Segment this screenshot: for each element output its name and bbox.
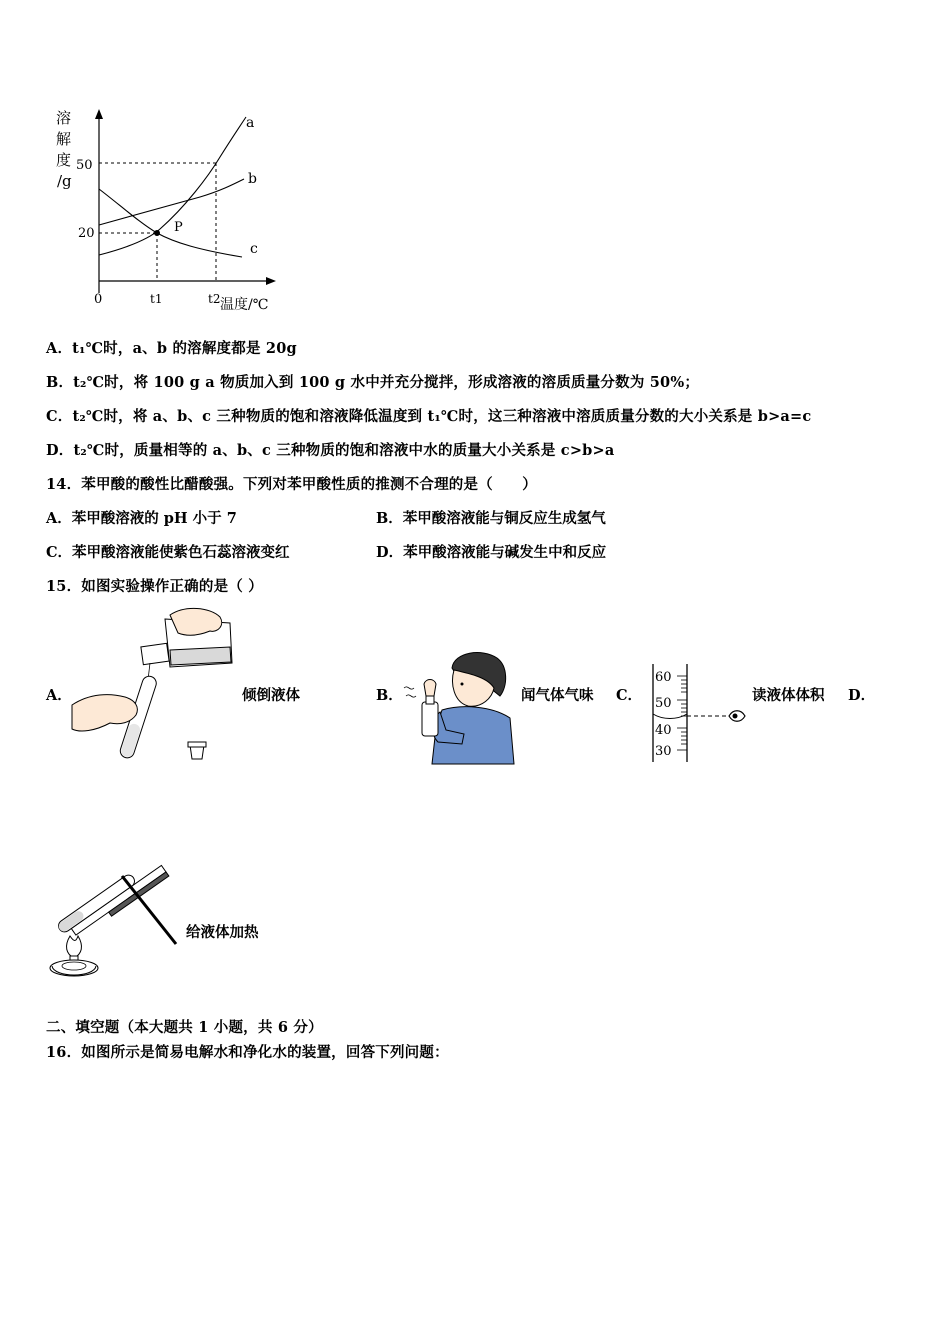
q15-label-b: B． (376, 687, 403, 704)
y-tick-20: 20 (78, 226, 95, 241)
solubility-chart (50, 105, 290, 320)
q13-option-b: B．t₂℃时，将 100 g a 物质加入到 100 g 水中并充分搅拌，形成溶液的溶质质量分数为 50%； (46, 374, 700, 391)
q13-option-c: C．t₂℃时，将 a、b、c 三种物质的饱和溶液降低温度到 t₁℃时，这三种溶液中溶质质量分数的大小关系是 b>a=c (46, 408, 812, 425)
point-P (154, 230, 160, 236)
x-axis-label: 温度/℃ (220, 297, 269, 313)
series-label-a: a (246, 115, 255, 131)
cylinder-tick-30: 30 (655, 744, 672, 759)
ylabel-char-2: 解 (56, 130, 72, 148)
q15-caption-b: 闻气体气味 (521, 687, 594, 704)
series-label-c: c (250, 241, 258, 257)
q15-label-d: D． (848, 687, 876, 704)
heating-liquid-illustration (48, 858, 183, 980)
q14-option-b: B．苯甲酸溶液能与铜反应生成氢气 (376, 510, 606, 527)
x-tick-t2: t2 (208, 292, 221, 306)
x-tick-t1: t1 (150, 292, 163, 306)
q15-caption-a: 倾倒液体 (242, 687, 300, 704)
y-tick-50: 50 (76, 158, 93, 173)
q15-label-a: A． (46, 687, 72, 704)
q15-stem: 15．如图实验操作正确的是（ ） (46, 578, 263, 595)
cylinder-tick-60: 60 (655, 670, 672, 685)
section-2-heading: 二、填空题（本大题共 1 小题，共 6 分） (46, 1019, 323, 1036)
cylinder-tick-50: 50 (655, 696, 672, 711)
x-axis-arrow (266, 277, 276, 285)
q13-option-d: D．t₂℃时，质量相等的 a、b、c 三种物质的饱和溶液中水的质量大小关系是 c>b>a (46, 442, 615, 459)
q14-stem: 14．苯甲酸的酸性比醋酸强。下列对苯甲酸性质的推测不合理的是（ ） (46, 476, 537, 493)
q14-option-c: C．苯甲酸溶液能使紫色石蕊溶液变红 (46, 544, 290, 561)
q13-option-a: A．t₁℃时，a、b 的溶解度都是 20g (46, 340, 297, 357)
y-axis-arrow (95, 109, 103, 119)
point-P-label: P (174, 220, 183, 235)
cylinder-tick-40: 40 (655, 723, 672, 738)
q14-option-d: D．苯甲酸溶液能与碱发生中和反应 (376, 544, 607, 561)
smelling-gas-illustration (402, 648, 517, 766)
q15-caption-c: 读液体体积 (752, 687, 825, 704)
ylabel-char-3: 度 (56, 151, 72, 169)
pouring-liquid-illustration (70, 605, 240, 770)
ylabel-char-4: /g (57, 172, 72, 190)
q14-option-a: A．苯甲酸溶液的 pH 小于 7 (46, 510, 237, 527)
series-label-b: b (248, 171, 257, 187)
curve-a (99, 117, 246, 255)
q16-stem: 16．如图所示是简易电解水和净化水的装置，回答下列问题： (46, 1044, 449, 1061)
q15-caption-d: 给液体加热 (186, 924, 259, 941)
ylabel-char-1: 溶 (56, 109, 72, 127)
x-tick-0: 0 (94, 292, 103, 307)
q15-label-c: C． (616, 687, 643, 704)
reading-volume-illustration (645, 662, 755, 764)
curve-c (99, 189, 242, 257)
